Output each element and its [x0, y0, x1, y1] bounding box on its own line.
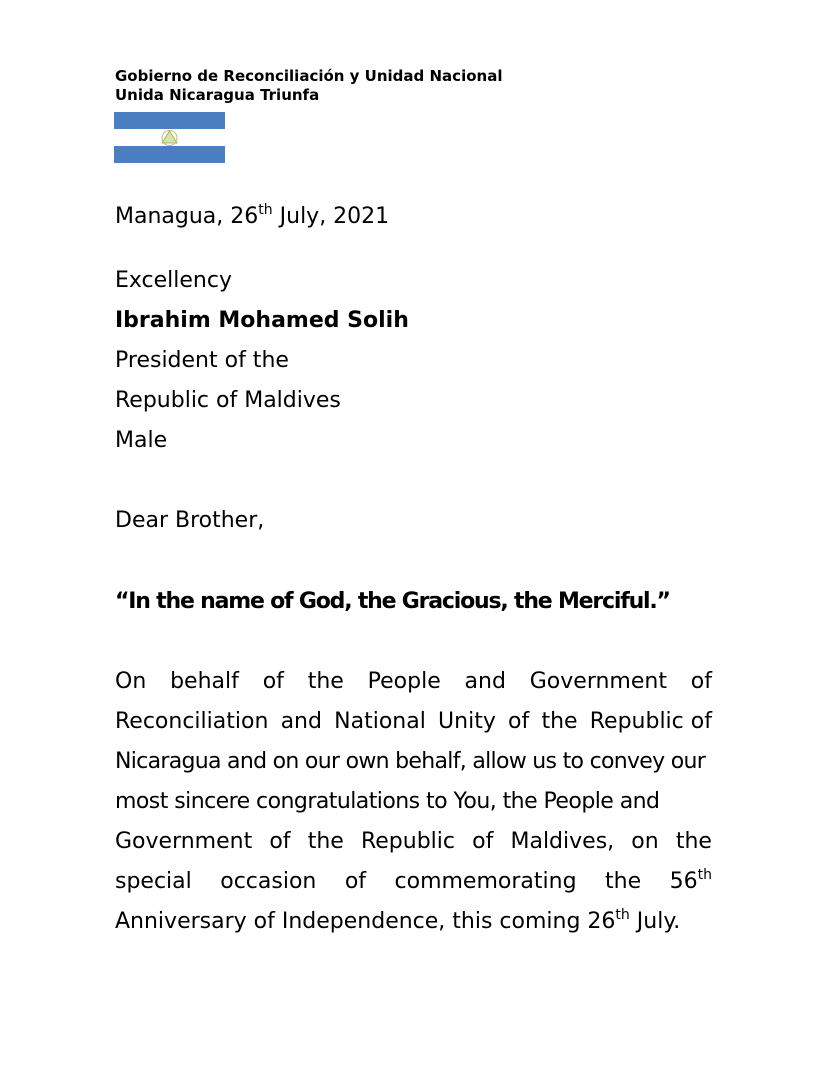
body-line: [115, 662, 712, 702]
addressee-block: [115, 265, 409, 465]
body-word: National: [334, 709, 426, 734]
body-word: Government: [115, 829, 253, 854]
addressee-name: Ibrahim Mohamed Solih: [115, 308, 409, 333]
addressee-country: Republic of Maldives: [115, 388, 341, 413]
body-word: of: [269, 829, 291, 854]
letterhead-motto: Unida Nicaragua Triunfa: [115, 86, 320, 104]
body-word: Reconciliation: [115, 709, 269, 734]
body-word: the: [307, 829, 344, 854]
letter-body: [115, 662, 712, 942]
body-word: and: [464, 669, 506, 694]
body-word: of: [472, 829, 494, 854]
body-word: on: [631, 829, 659, 854]
invocation: “In the name of God, the Gracious, the Merciful.”: [115, 589, 670, 614]
body-word: Maldives,: [510, 829, 615, 854]
addressee-city: Male: [115, 428, 168, 453]
body-word: Government: [529, 669, 667, 694]
body-line: [115, 702, 712, 742]
body-word: People: [367, 669, 441, 694]
addressee-greeting: Excellency: [115, 268, 232, 293]
salutation: Dear Brother,: [115, 508, 265, 533]
body-line: [115, 742, 712, 782]
body-word: of: [262, 669, 284, 694]
ordinal-56: 56th: [669, 867, 712, 894]
body-word: Republic of: [589, 709, 712, 734]
body-word: Nicaragua and on our own behalf, allow us to convey our: [115, 749, 706, 774]
addressee-title: President of the: [115, 348, 289, 373]
body-line: [115, 782, 712, 822]
body-line: [115, 822, 712, 862]
body-word: the: [605, 869, 642, 894]
body-word: and: [280, 709, 322, 734]
body-word: On: [115, 669, 147, 694]
body-word: Unity: [438, 709, 496, 734]
body-word: of: [690, 669, 712, 694]
body-word: the: [675, 829, 712, 854]
letterhead-government-name: Gobierno de Reconciliación y Unidad Nacional: [115, 67, 503, 85]
body-word: most sincere congratulations to You, the People and: [115, 789, 660, 814]
letterhead: [115, 67, 502, 105]
body-word: occasion: [220, 869, 317, 894]
body-line: [115, 862, 712, 902]
body-word: the: [307, 669, 344, 694]
body-word: of: [508, 709, 530, 734]
body-word: special: [115, 869, 192, 894]
letter-date: Managua, 26th July, 2021: [115, 202, 390, 229]
body-line: Anniversary of Independence, this coming 26th July.: [115, 907, 681, 934]
nicaragua-flag-icon: [114, 112, 225, 163]
body-word: Republic: [360, 829, 455, 854]
body-word: of: [344, 869, 367, 894]
body-word: commemorating: [394, 869, 577, 894]
body-word: the: [541, 709, 578, 734]
body-word: behalf: [170, 669, 239, 694]
